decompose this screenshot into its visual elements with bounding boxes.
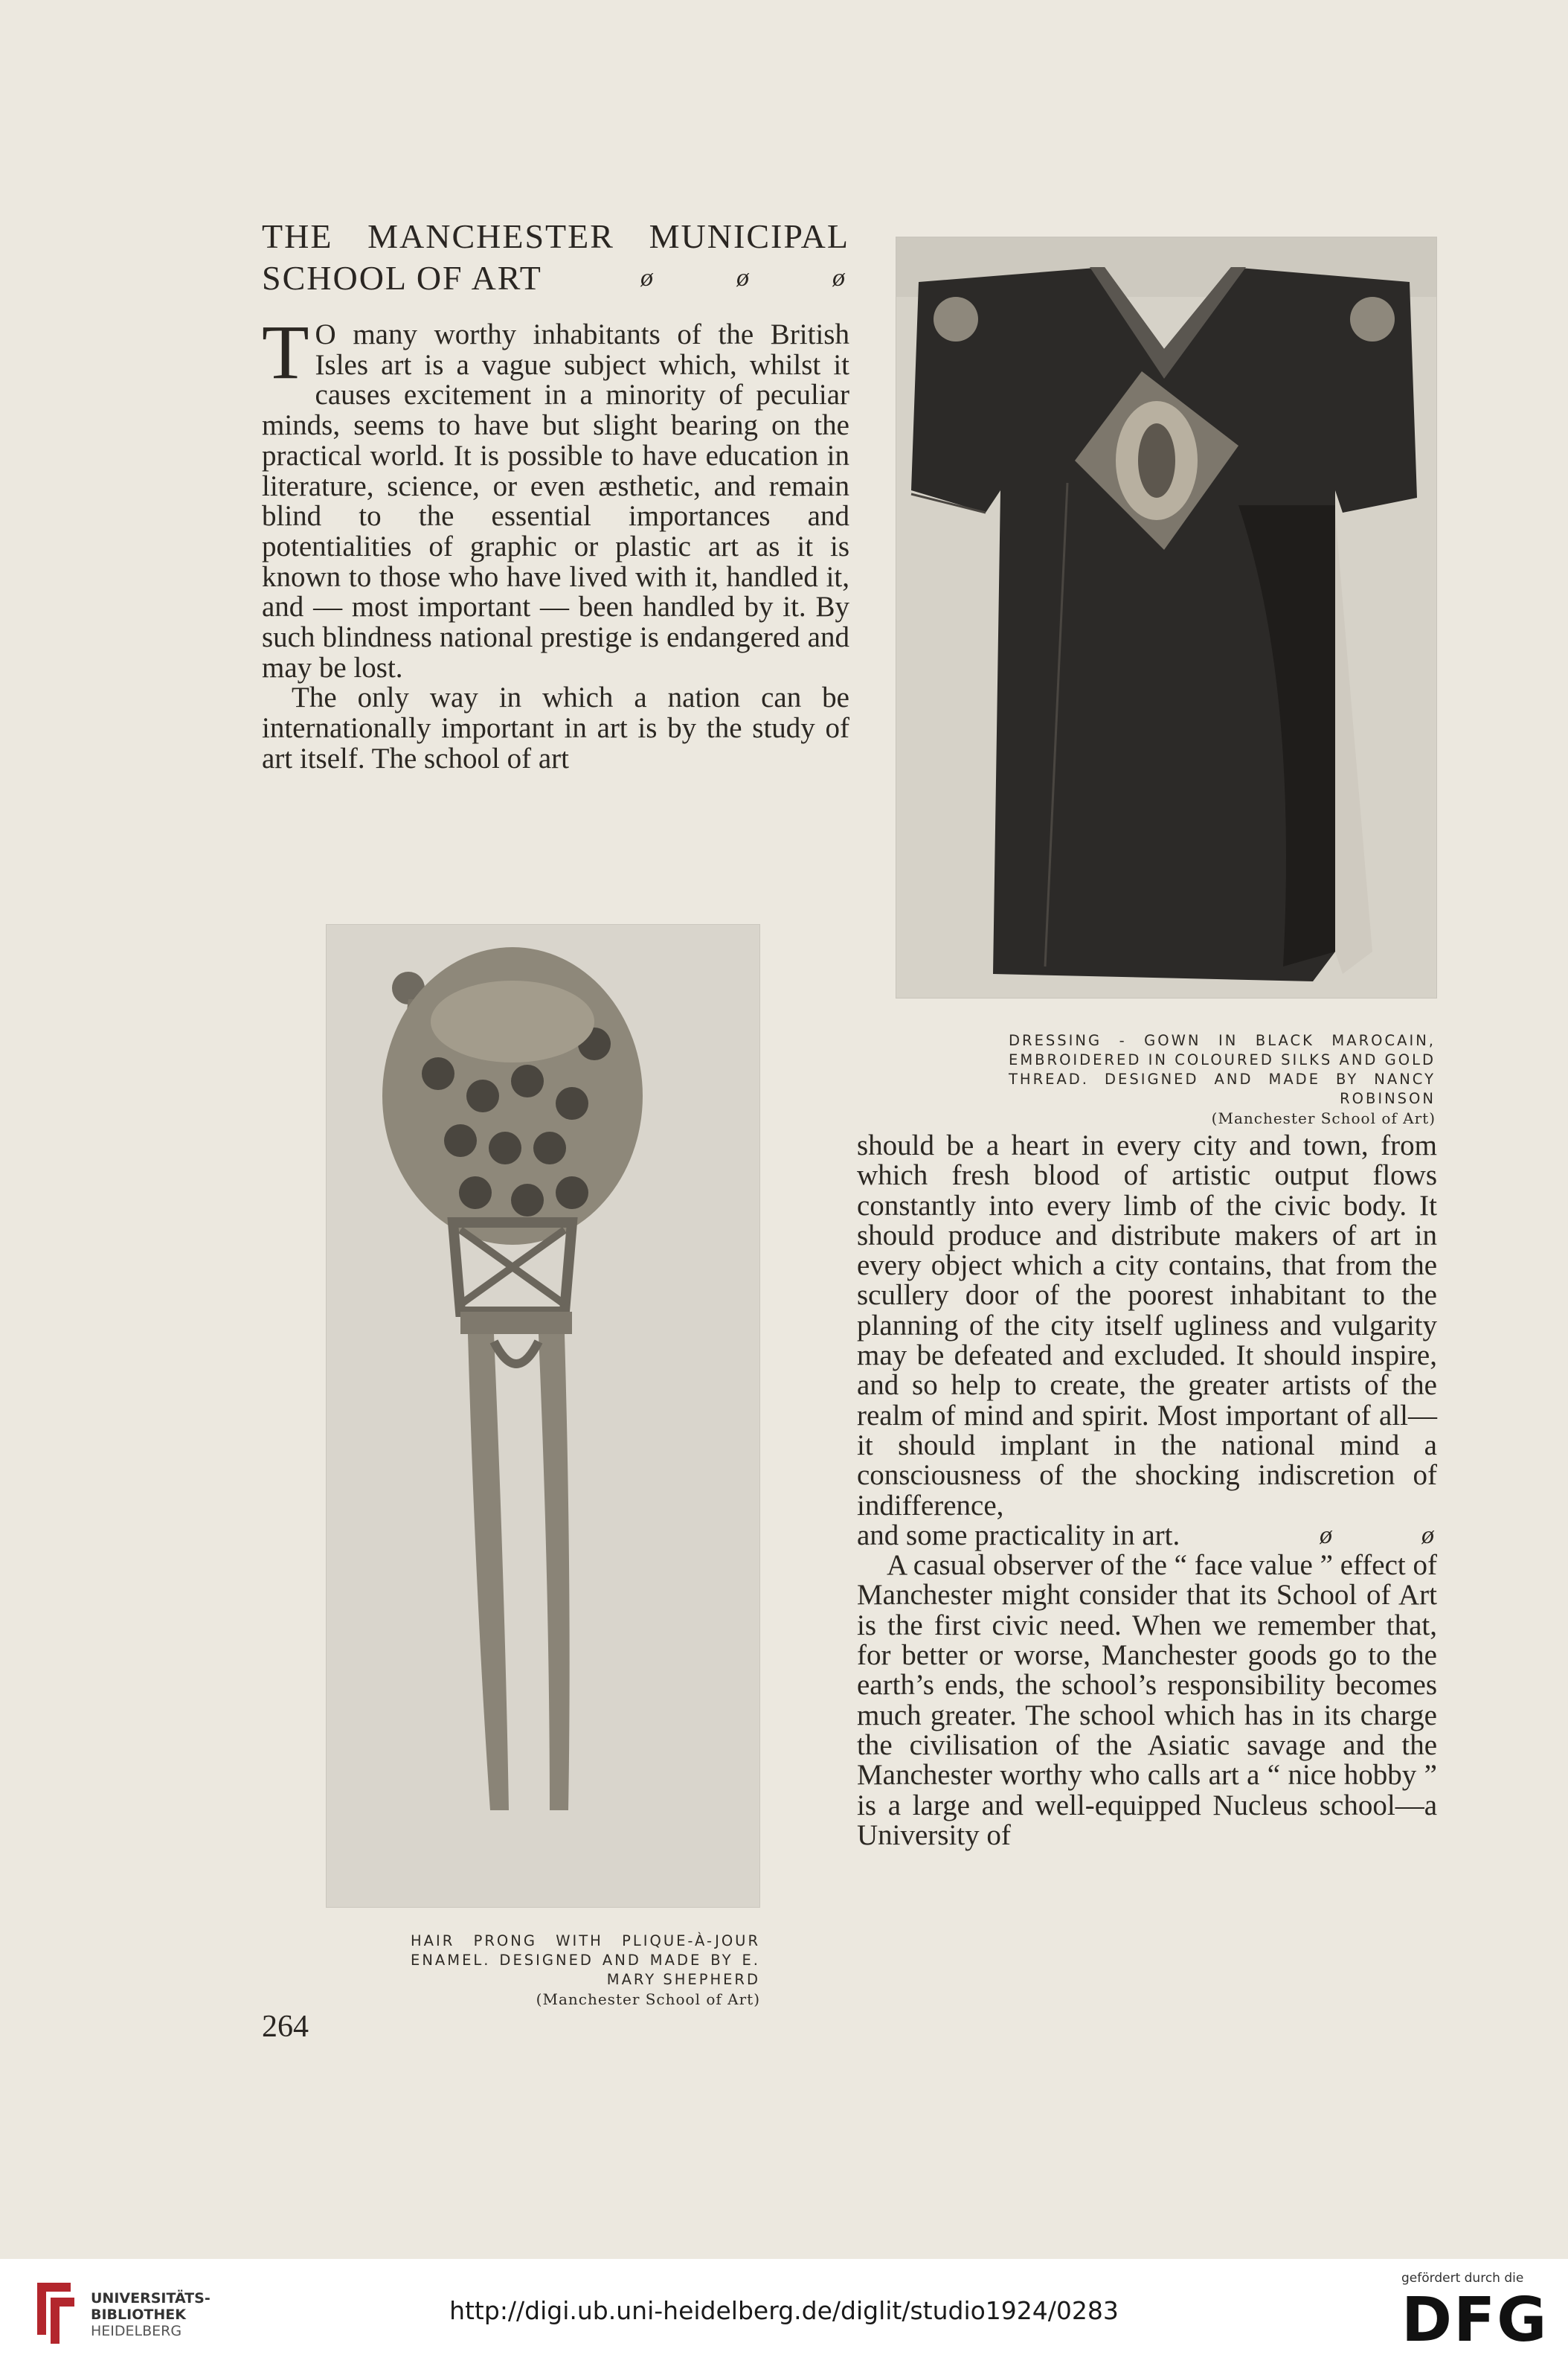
leaf-ornament-icon: ø (640, 264, 655, 292)
funded-by-label: gefördert durch die (1401, 2271, 1524, 2286)
caption-text: DRESSING - GOWN IN BLACK MAROCAIN, EMBROIDERED IN COLOURED SILKS AND GOLD THREAD. DESIGNED AND MADE BY NANCY ROBINSON (1009, 1032, 1436, 1107)
caption-text: HAIR PRONG WITH PLIQUE-À-JOUR ENAMEL. DESIGNED AND MADE BY E. MARY SHEPHERD (411, 1932, 760, 1988)
hair-prong-photo (326, 924, 760, 1908)
article-title (262, 216, 849, 299)
drop-cap: T (262, 310, 309, 395)
library-line-3: HEIDELBERG (91, 2323, 182, 2339)
leaf-ornament-icon: ø (832, 264, 846, 292)
caption-source: (Manchester School of Art) (1211, 1109, 1436, 1127)
hair-prong-caption (411, 1932, 760, 2009)
paragraph-1 (262, 310, 849, 684)
library-line-2: BIBLIOTHEK (91, 2307, 186, 2323)
leaf-ornament-icon: ø (1320, 1521, 1332, 1549)
permalink-url[interactable]: http://digi.ub.uni-heidelberg.de/diglit/studio1924/0283 (449, 2296, 1119, 2325)
paragraph-1-text: O many worthy inhabitants of the British Isles art is a vague subject which, whilst it causes excitement in a minority of peculiar minds, seems to have but slight bearing on the practical world. It is possible to have education in literature, science, or even æsthetic, and remain blind to the essential importances and potentialities of graphic or plastic art as it is known to those who have lived with it, handled it, and — most important — been handled by it. By such blindness national prestige is endangered and may be lost. (262, 318, 849, 684)
caption-source: (Manchester School of Art) (536, 1990, 760, 2008)
leaf-ornament-icon: ø (1421, 1521, 1434, 1549)
title-ornaments (640, 257, 849, 299)
left-column-text (262, 310, 849, 775)
page-number: 264 (262, 2010, 309, 2044)
paragraph-2-continued: should be a heart in every city and town, from which fresh blood of artistic output flows constantly into every limb of the civic body. It should produce and distribute makers of art in every object which a city contains, that from the scullery door of the poorest inhabitant to the planning of the city itself ugliness and vulgarity may be defeated and excluded. It should inspire, and so help to create, the greater artists of the realm of mind and spirit. Most important of all—it should implant in the national mind a consciousness of the shocking indiscretion of indifference, (857, 1129, 1437, 1522)
library-line-1: UNIVERSITÄTS- (91, 2290, 211, 2307)
dressing-gown-caption (1009, 1031, 1436, 1128)
title-line-2: SCHOOL OF ART (262, 259, 542, 297)
paragraph-2: The only way in which a nation can be internationally important in art is by the study of art itself. The school of art (262, 682, 849, 775)
leaf-ornament-icon: ø (736, 264, 751, 292)
title-line-2-row (262, 257, 849, 299)
title-line-1: THE MANCHESTER MUNICIPAL (262, 217, 849, 255)
dfg-logo: DFG (1401, 2285, 1549, 2356)
dressing-gown-illustration (896, 237, 1436, 998)
hair-prong-illustration (327, 925, 759, 1907)
right-column-text (857, 1131, 1437, 1850)
paragraph-2-last-line (857, 1521, 1437, 1551)
paragraph-2-last-text: and some practicality in art. (857, 1519, 1180, 1551)
paragraph-ornaments (1320, 1521, 1437, 1551)
paragraph-3: A casual observer of the “ face value ” effect of Manchester might consider that its School of Art is the first civic need. When we remember that, for better or worse, Manchester goods go to the earth’s ends, the school’s responsibility becomes much greater. The school which has in its charge the civilisation of the Asiatic savage and the Manchester worthy who calls art a “ nice hobby ” is a large and well-equipped Nucleus school—a University of (857, 1549, 1437, 1851)
dressing-gown-photo (896, 237, 1437, 999)
